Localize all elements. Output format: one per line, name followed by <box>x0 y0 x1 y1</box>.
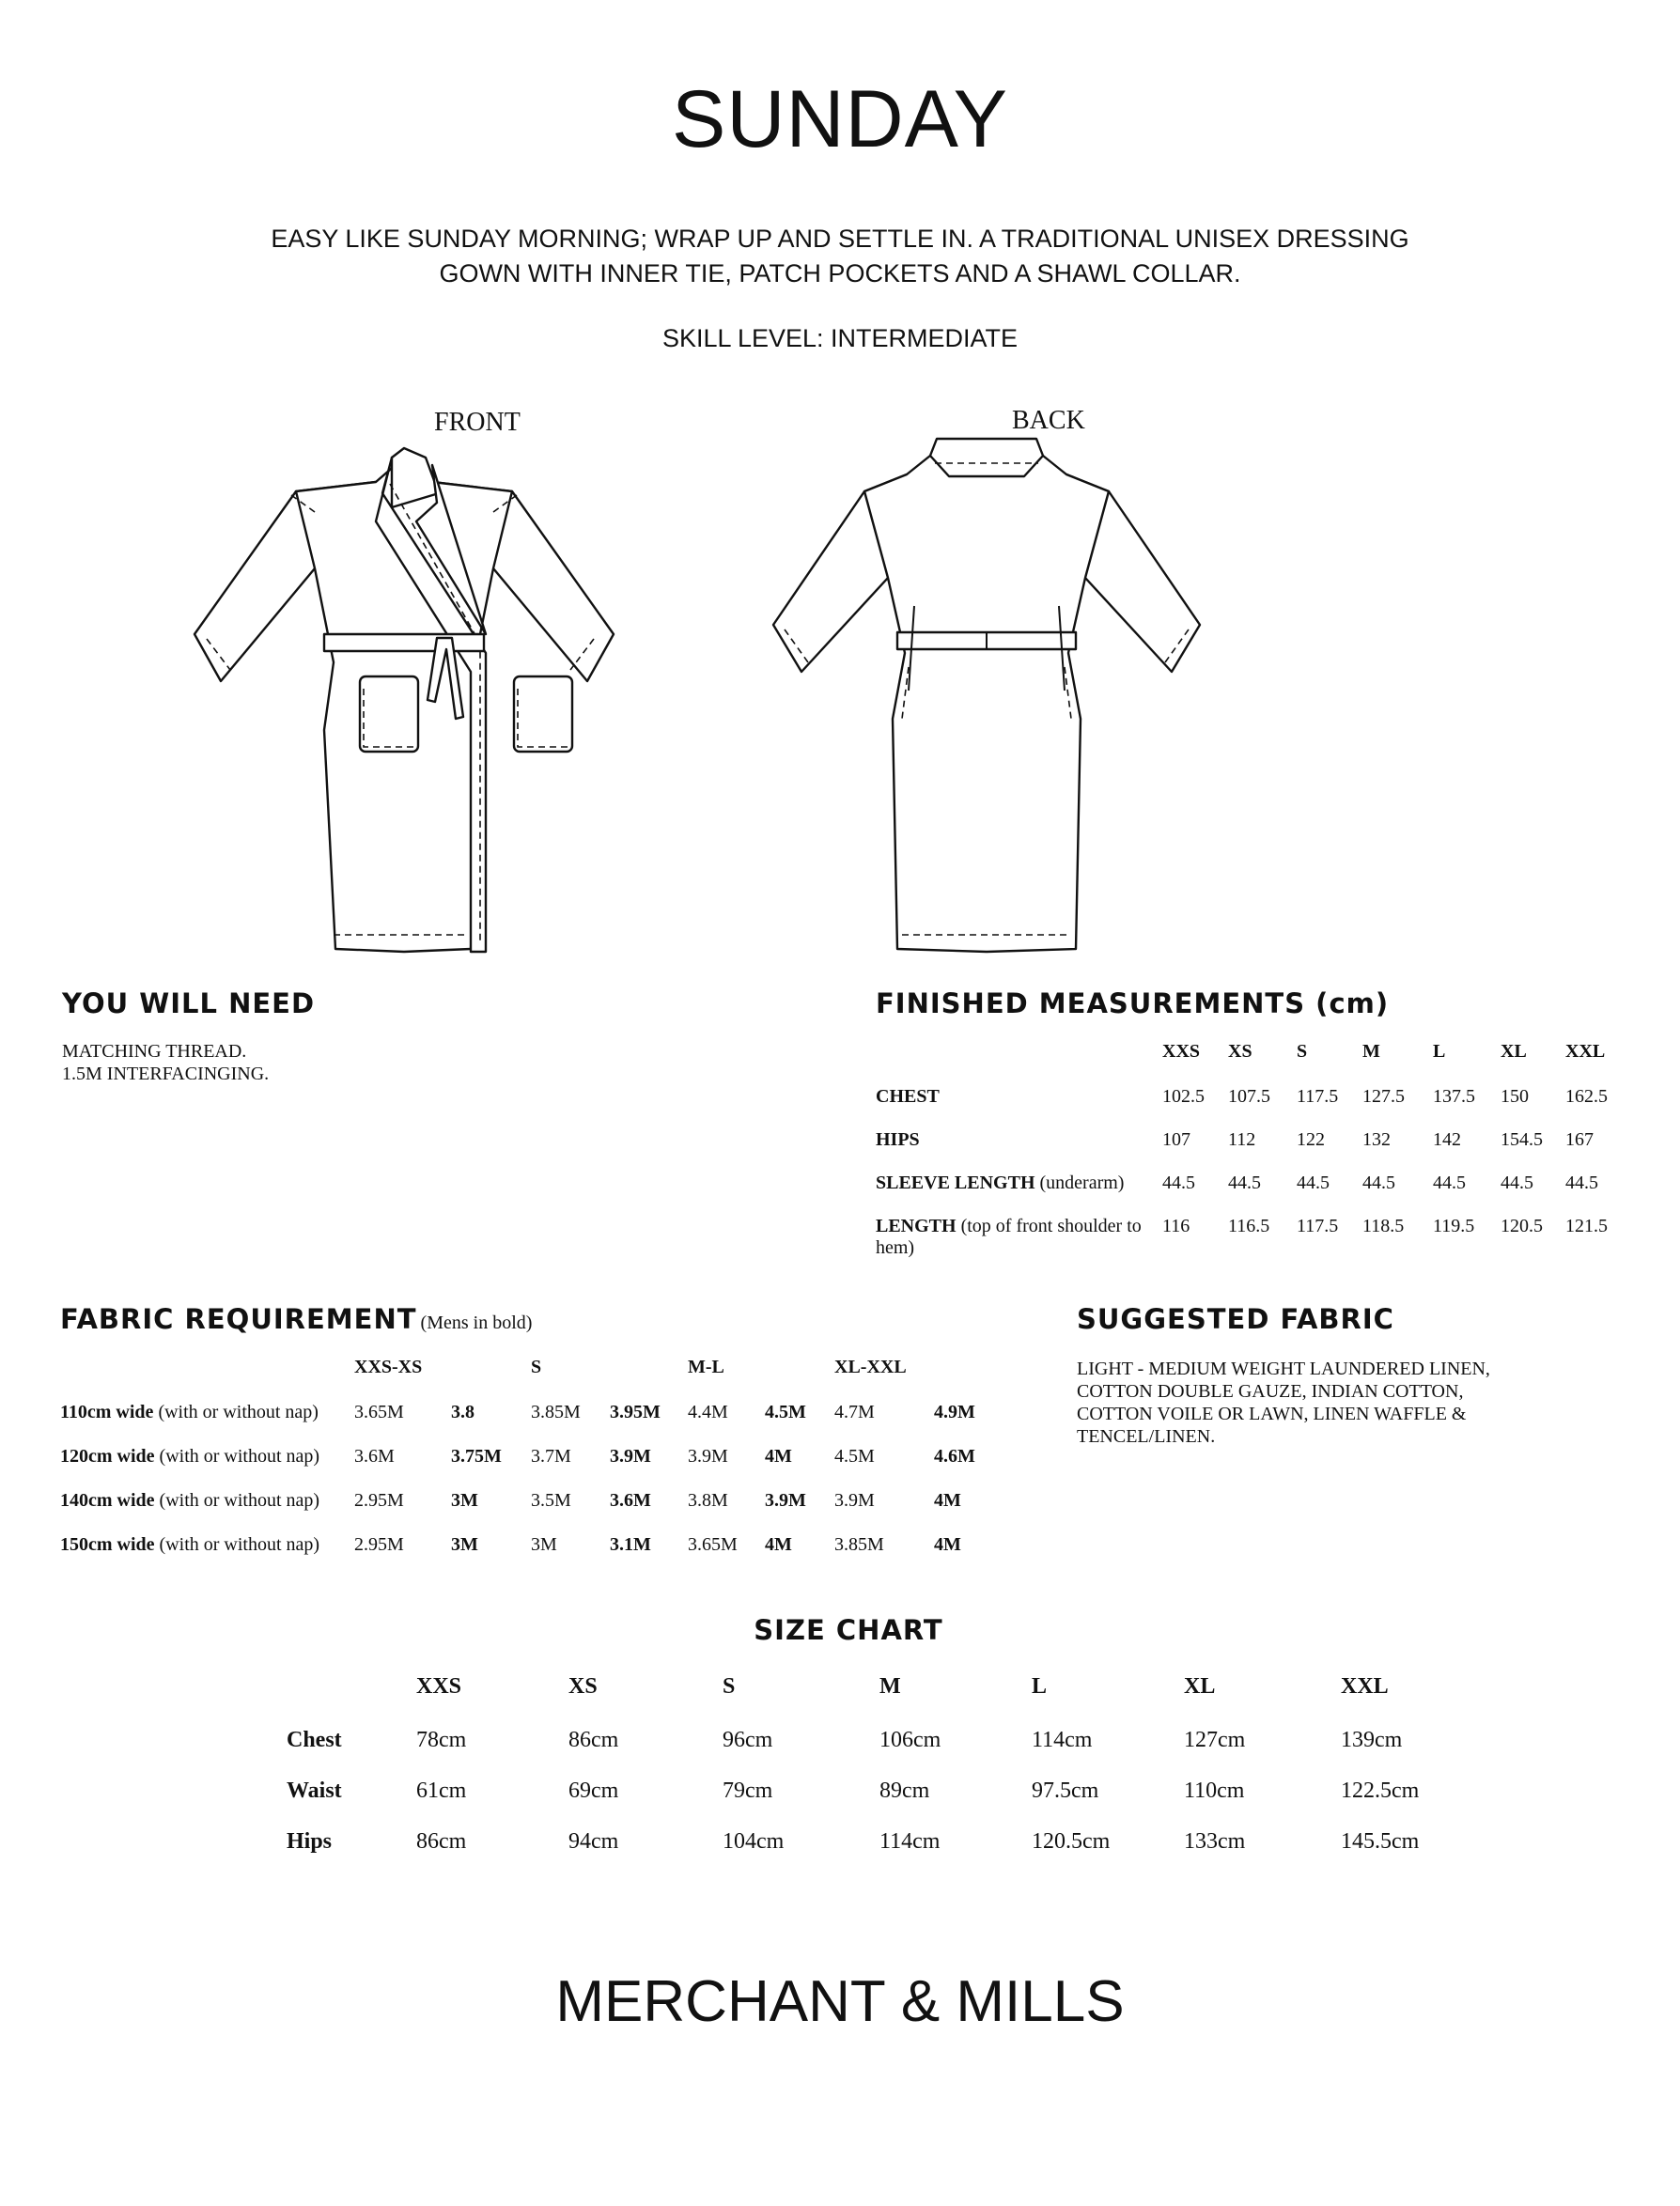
size-header: L <box>1433 1041 1446 1062</box>
row-label: Waist <box>287 1779 342 1803</box>
cell: 114cm <box>879 1829 941 1854</box>
cell: 4M <box>934 1534 961 1555</box>
cell: 3.7M <box>531 1446 571 1467</box>
cell: 44.5 <box>1501 1173 1533 1193</box>
cell: 2.95M <box>354 1534 404 1555</box>
cell: 119.5 <box>1433 1216 1475 1236</box>
description <box>0 222 1680 291</box>
cell: 154.5 <box>1501 1129 1543 1150</box>
cell: 167 <box>1565 1129 1594 1150</box>
cell: 4.5M <box>765 1402 806 1422</box>
size-chart-table <box>287 1674 1444 1880</box>
cell: 145.5cm <box>1341 1829 1420 1854</box>
cell: 4.7M <box>834 1402 875 1422</box>
suggested-fabric-line: TENCEL/LINEN. <box>1077 1426 1216 1447</box>
size-header: XXL <box>1341 1674 1389 1699</box>
cell: 110cm <box>1184 1779 1245 1803</box>
cell: 44.5 <box>1433 1173 1466 1193</box>
cell: 3.85M <box>531 1402 581 1422</box>
page-title: SUNDAY <box>671 74 1009 164</box>
cell: 44.5 <box>1162 1173 1195 1193</box>
cell: 132 <box>1362 1129 1391 1150</box>
cell: 112 <box>1228 1129 1256 1150</box>
cell: 114cm <box>1032 1728 1093 1752</box>
back-body <box>864 456 1109 952</box>
back-label: BACK <box>1012 406 1085 435</box>
fabric-requirement-heading: FABRIC REQUIREMENT <box>60 1303 417 1335</box>
row-label: HIPS <box>876 1129 920 1150</box>
you-will-need-heading: YOU WILL NEED <box>62 987 316 1019</box>
size-header: M <box>879 1674 901 1699</box>
cell: 133cm <box>1184 1829 1246 1854</box>
cell: 150 <box>1501 1086 1529 1107</box>
cell: 3.65M <box>354 1402 404 1422</box>
you-will-need-list <box>62 1040 269 1085</box>
row-label: 120cm wide (with or without nap) <box>60 1446 320 1467</box>
size-header: S <box>723 1674 736 1699</box>
cell: 4M <box>765 1446 792 1467</box>
front-left-pocket <box>360 676 418 752</box>
cell: 69cm <box>568 1779 619 1803</box>
cell: 4.9M <box>934 1402 975 1422</box>
cell: 78cm <box>416 1728 467 1752</box>
cell: 3.75M <box>451 1446 502 1467</box>
cell: 127cm <box>1184 1728 1246 1752</box>
cell: 107 <box>1162 1129 1190 1150</box>
cell: 3.85M <box>834 1534 884 1555</box>
cell: 3.9M <box>610 1446 651 1467</box>
cell: 3.5M <box>531 1490 571 1511</box>
row-label: 110cm wide (with or without nap) <box>60 1402 319 1422</box>
cell: 120.5cm <box>1032 1829 1111 1854</box>
size-header: S <box>1297 1041 1308 1062</box>
row-label: 140cm wide (with or without nap) <box>60 1490 320 1511</box>
cell: 104cm <box>723 1829 785 1854</box>
fabric-requirement-title <box>60 1303 532 1335</box>
table-row <box>876 1173 1622 1216</box>
row-label: Hips <box>287 1829 333 1854</box>
size-header: M <box>1362 1041 1380 1062</box>
row-label: CHEST <box>876 1086 940 1107</box>
cell: 4.4M <box>688 1402 728 1422</box>
row-label: 150cm wide (with or without nap) <box>60 1534 320 1555</box>
cell: 121.5 <box>1565 1216 1608 1236</box>
suggested-fabric-heading: SUGGESTED FABRIC <box>1077 1303 1394 1335</box>
cell: 3.6M <box>610 1490 651 1511</box>
table-row <box>60 1490 990 1534</box>
size-header: XXS <box>416 1674 462 1699</box>
suggested-fabric-line: COTTON VOILE OR LAWN, LINEN WAFFLE & <box>1077 1404 1467 1424</box>
group-header: S <box>531 1357 542 1377</box>
size-header: L <box>1032 1674 1048 1699</box>
cell: 117.5 <box>1297 1086 1339 1107</box>
front-label: FRONT <box>434 408 521 437</box>
cell: 79cm <box>723 1779 773 1803</box>
need-item: MATCHING THREAD. <box>62 1041 247 1062</box>
table-row <box>60 1534 990 1578</box>
cell: 97.5cm <box>1032 1779 1099 1803</box>
size-header: XXL <box>1565 1041 1606 1062</box>
cell: 2.95M <box>354 1490 404 1511</box>
size-chart-heading: SIZE CHART <box>754 1614 943 1646</box>
brand-logo-text: MERCHANT & MILLS <box>555 1969 1125 2034</box>
cell: 116.5 <box>1228 1216 1270 1236</box>
cell: 3.1M <box>610 1534 651 1555</box>
cell: 4.5M <box>834 1446 875 1467</box>
cell: 127.5 <box>1362 1086 1405 1107</box>
need-item: 1.5M INTERFACINGING. <box>62 1064 270 1084</box>
cell: 122.5cm <box>1341 1779 1420 1803</box>
cell: 3.65M <box>688 1534 738 1555</box>
table-row <box>287 1728 1444 1779</box>
cell: 61cm <box>416 1779 467 1803</box>
cell: 4.6M <box>934 1446 975 1467</box>
table-header-row <box>287 1674 1444 1728</box>
cell: 137.5 <box>1433 1086 1475 1107</box>
group-header: XL-XXL <box>834 1357 907 1377</box>
cell: 102.5 <box>1162 1086 1205 1107</box>
cell: 3.8 <box>451 1402 474 1422</box>
back-collar <box>930 439 1043 476</box>
cell: 3.9M <box>834 1490 875 1511</box>
cell: 117.5 <box>1297 1216 1339 1236</box>
group-header: XXS-XS <box>354 1357 423 1377</box>
row-label: SLEEVE LENGTH (underarm) <box>876 1173 1125 1193</box>
fabric-requirement-subheading: (Mens in bold) <box>420 1313 533 1333</box>
row-label: LENGTH (top of front shoulder to hem) <box>876 1216 1142 1258</box>
skill-level: SKILL LEVEL: INTERMEDIATE <box>661 324 1019 352</box>
suggested-fabric-line: COTTON DOUBLE GAUZE, INDIAN COTTON, <box>1077 1381 1464 1402</box>
back-robe-illustration <box>766 437 1207 963</box>
suggested-fabric-text <box>1077 1358 1490 1448</box>
size-header: XXS <box>1162 1041 1201 1062</box>
cell: 122 <box>1297 1129 1325 1150</box>
table-row <box>876 1086 1622 1129</box>
cell: 3.8M <box>688 1490 728 1511</box>
fabric-requirement-table <box>60 1357 990 1578</box>
cell: 142 <box>1433 1129 1461 1150</box>
cell: 86cm <box>568 1728 619 1752</box>
cell: 3.9M <box>688 1446 728 1467</box>
size-header: XL <box>1184 1674 1216 1699</box>
table-header-row <box>60 1357 990 1402</box>
cell: 89cm <box>879 1779 930 1803</box>
table-header-row <box>876 1041 1622 1086</box>
cell: 3.9M <box>765 1490 806 1511</box>
cell: 44.5 <box>1565 1173 1598 1193</box>
size-header: XS <box>568 1674 598 1699</box>
size-header: XL <box>1501 1041 1527 1062</box>
cell: 162.5 <box>1565 1086 1608 1107</box>
table-row <box>287 1779 1444 1829</box>
table-row <box>876 1216 1622 1259</box>
cell: 3M <box>451 1534 478 1555</box>
description-line-2: GOWN WITH INNER TIE, PATCH POCKETS AND A SHAWL COLLAR. <box>439 259 1241 287</box>
table-row <box>60 1402 990 1446</box>
cell: 120.5 <box>1501 1216 1543 1236</box>
cell: 139cm <box>1341 1728 1403 1752</box>
finished-measurements-heading: FINISHED MEASUREMENTS (cm) <box>876 987 1390 1019</box>
table-row <box>60 1446 990 1490</box>
row-label: Chest <box>287 1728 342 1752</box>
description-line-1: EASY LIKE SUNDAY MORNING; WRAP UP AND SETTLE IN. A TRADITIONAL UNISEX DRESSING <box>271 225 1409 253</box>
cell: 3M <box>531 1534 557 1555</box>
cell: 118.5 <box>1362 1216 1405 1236</box>
cell: 3M <box>451 1490 478 1511</box>
cell: 116 <box>1162 1216 1190 1236</box>
cell: 3.95M <box>610 1402 661 1422</box>
front-belt <box>324 634 484 651</box>
size-header: XS <box>1228 1041 1252 1062</box>
group-header: M-L <box>688 1357 724 1377</box>
cell: 96cm <box>723 1728 773 1752</box>
table-row <box>876 1129 1622 1173</box>
cell: 44.5 <box>1362 1173 1395 1193</box>
cell: 86cm <box>416 1829 467 1854</box>
cell: 44.5 <box>1228 1173 1261 1193</box>
cell: 4M <box>934 1490 961 1511</box>
cell: 44.5 <box>1297 1173 1330 1193</box>
suggested-fabric-line: LIGHT - MEDIUM WEIGHT LAUNDERED LINEN, <box>1077 1359 1490 1379</box>
cell: 3.6M <box>354 1446 395 1467</box>
front-robe-illustration <box>183 437 625 963</box>
finished-measurements-table <box>876 1041 1622 1259</box>
front-right-pocket <box>514 676 572 752</box>
cell: 94cm <box>568 1829 619 1854</box>
cell: 4M <box>765 1534 792 1555</box>
table-row <box>287 1829 1444 1880</box>
cell: 107.5 <box>1228 1086 1270 1107</box>
cell: 106cm <box>879 1728 941 1752</box>
